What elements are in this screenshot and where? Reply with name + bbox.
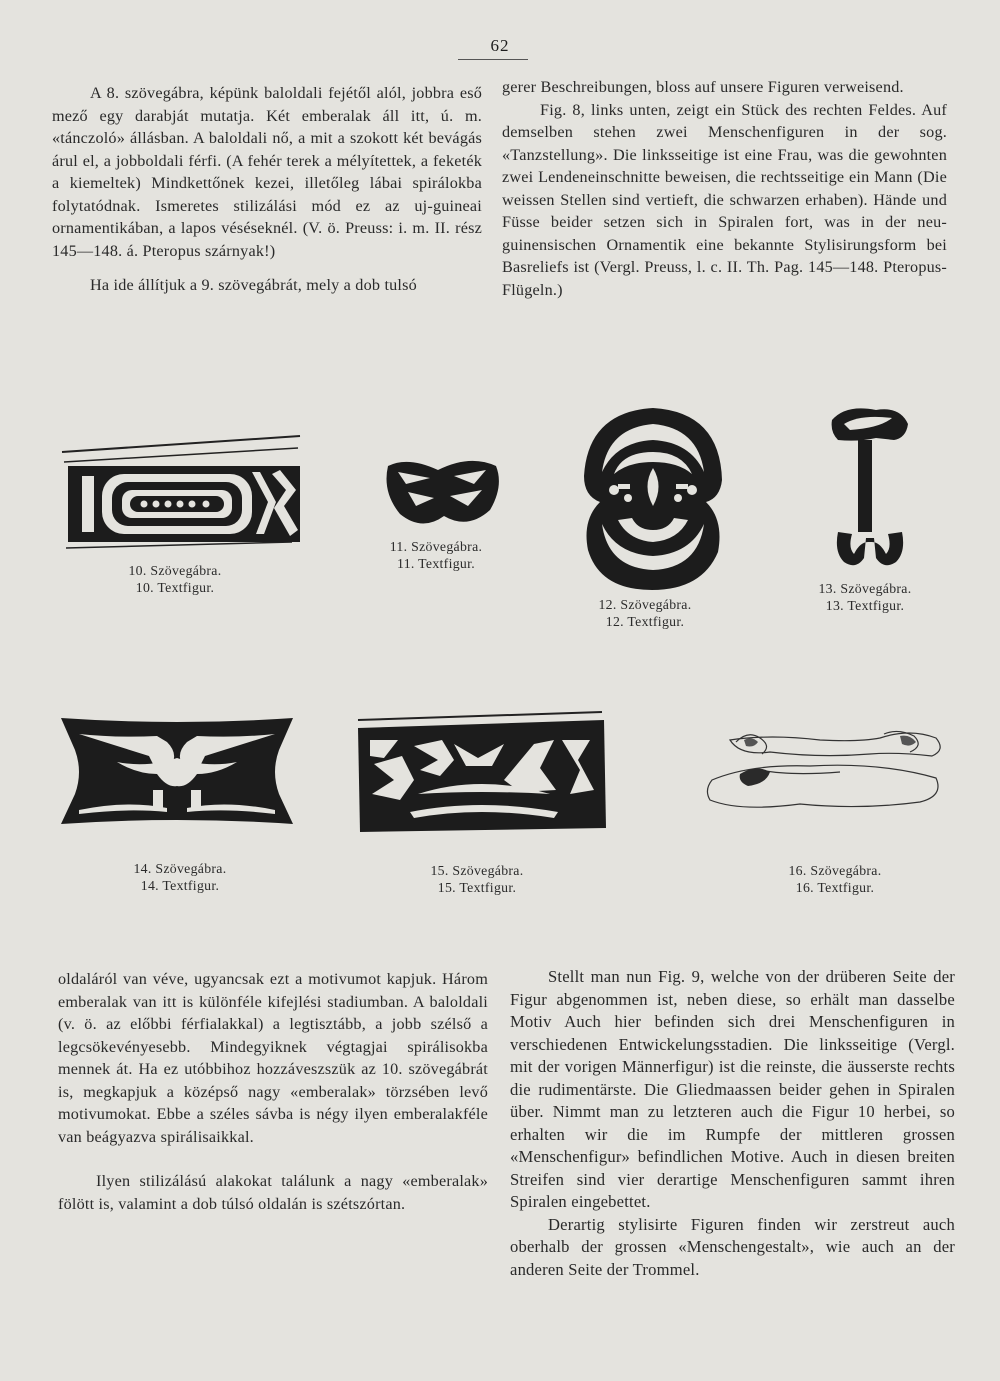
figure-11-drawing bbox=[378, 452, 508, 532]
figure-14 bbox=[55, 712, 305, 902]
column-german-top bbox=[502, 76, 947, 301]
caption-german: 10. Textfigur. bbox=[135, 580, 215, 595]
paragraph: gerer Beschreibungen, bloss auf unsere Figuren verweisend. bbox=[502, 78, 904, 96]
paragraph: A 8. szövegábra, képünk baloldali fejétől alól, jobbra eső mező egy darabját mutatja. Két emberalak áll itt, ú. m. «tánczoló» állásban. A baloldali nő, a mit a szokott két bevágás árul el, a jobboldali férfi. (A fehér terek a mélyítettek, a feketék a kiemeltek) Mindkettőnek kezei, illetőleg lábai spirálokba folytatódnak. Ismeretes stilizálási mód ez az uj-guineai ornamentikában, a lapos véséseknél. (V. ö. Preuss: i. m. II. rész 145—148. á. Pteropus szárnyak!) bbox=[52, 84, 482, 260]
page-number: 62 bbox=[490, 36, 510, 55]
column-hungarian-bottom bbox=[58, 968, 488, 1215]
caption-hungarian: 11. Szövegábra. bbox=[389, 539, 483, 554]
figure-14-caption bbox=[105, 860, 255, 894]
figure-16 bbox=[700, 720, 950, 900]
page-number-rule bbox=[458, 59, 528, 60]
figure-11 bbox=[370, 450, 510, 580]
figure-12 bbox=[570, 400, 730, 640]
caption-hungarian: 15. Szövegábra. bbox=[430, 863, 524, 878]
column-german-bottom bbox=[510, 966, 955, 1281]
paragraph: Derartig stylisirte Figuren finden wir zerstreut auch oberhalb der grossen «Menschengestalt», wie auch an der anderen Seite der Trommel. bbox=[510, 1214, 955, 1279]
paragraph: Ilyen stilizálású alakokat találunk a nagy «emberalak» fölött is, valamint a dob túlsó oldalán is szétszórtan. bbox=[58, 1172, 488, 1213]
caption-german: 15. Textfigur. bbox=[437, 880, 517, 895]
caption-hungarian: 13. Szövegábra. bbox=[818, 581, 912, 596]
paragraph: Stellt man nun Fig. 9, welche von der drüberen Seite der Figur abgenommen ist, neben diese, so erhält man dasselbe Motiv Auch hier befinden sich drei Menschenfiguren in verschiedenen Entwickelungsstadien. Die linksseitige (Vergl. mit der vorigen Männerfigur) ist die reinste, die äusserste rechts die rudimentärste. Die Gliedmaassen beider gehen in Spiralen über. Nimmt man zu letzteren auch die Figur 10 herbei, so erhalten wir die im Rumpfe der mittleren grossen «Menschenfigur» befindlichen Motive. Auch in diesen breiten Streifen sind vier derartige Menschenfiguren sammt ihren Spiralen eingebettet. bbox=[510, 967, 955, 1211]
caption-german: 16. Textfigur. bbox=[795, 880, 875, 895]
figure-15-caption bbox=[392, 862, 562, 896]
figure-11-caption bbox=[366, 538, 506, 572]
caption-german: 13. Textfigur. bbox=[825, 598, 905, 613]
paragraph: Ha ide állítjuk a 9. szövegábrát, mely a dob tulsó bbox=[90, 276, 417, 294]
caption-hungarian: 14. Szövegábra. bbox=[133, 861, 227, 876]
figure-14-drawing bbox=[57, 712, 297, 832]
caption-german: 11. Textfigur. bbox=[397, 556, 475, 571]
figure-13 bbox=[800, 400, 950, 620]
figure-13-drawing bbox=[830, 402, 910, 582]
figure-16-caption bbox=[760, 862, 910, 896]
caption-german: 14. Textfigur. bbox=[140, 878, 220, 893]
caption-hungarian: 16. Szövegábra. bbox=[788, 863, 882, 878]
figure-16-drawing bbox=[700, 720, 945, 820]
figure-13-caption bbox=[800, 580, 930, 614]
caption-german: 12. Textfigur. bbox=[605, 614, 685, 629]
figure-12-caption bbox=[570, 596, 720, 630]
figure-15-drawing bbox=[354, 710, 610, 840]
figure-12-drawing bbox=[578, 402, 728, 592]
figure-10 bbox=[60, 430, 310, 600]
caption-hungarian: 10. Szövegábra. bbox=[128, 563, 222, 578]
paragraph: Fig. 8, links unten, zeigt ein Stück des rechten Feldes. Auf demselben stehen zwei Menschenfiguren in der sog. «Tanzstellung». Die linksseitige ist eine Frau, was die gewohnten zwei Lendeneinschnitte beweisen, die rechtsseitige ein Mann (Die weissen Stellen sind vertieft, die schwarzen erhaben). Hände und Füsse beider setzen sich in Spiralen fort, was in der neu-guinensischen Ornamentik eine bekannte Stylisirungsform bei Basreliefs ist (Vergl. Preuss, l. c. II. Th. Pag. 145—148. Pteropus-Flügeln.) bbox=[502, 100, 947, 299]
paragraph: oldaláról van véve, ugyancsak ezt a motivumot kapjuk. Három emberalak van itt is különféle kifejlési stadiumban. A baloldali (v. ö. az előbbi férfialakkal) a legtisztább, a jobb szélső a legcsökevényesebb. Mindegyiknek végtagjai spirálisokba mennek át. Ha ez utóbbihoz hozzáveszszük az 10. szövegábrát is, megkapjuk a középső nagy «emberalak» törzsében levő motivumokat. Ebbe a széles sávba is négy ilyen emberalakféle van beágyazva spirálisaikkal. bbox=[58, 970, 488, 1146]
figure-10-drawing bbox=[60, 430, 310, 560]
column-hungarian-top bbox=[52, 82, 482, 297]
figure-10-caption bbox=[100, 562, 250, 596]
caption-hungarian: 12. Szövegábra. bbox=[598, 597, 692, 612]
figure-15 bbox=[352, 710, 612, 900]
